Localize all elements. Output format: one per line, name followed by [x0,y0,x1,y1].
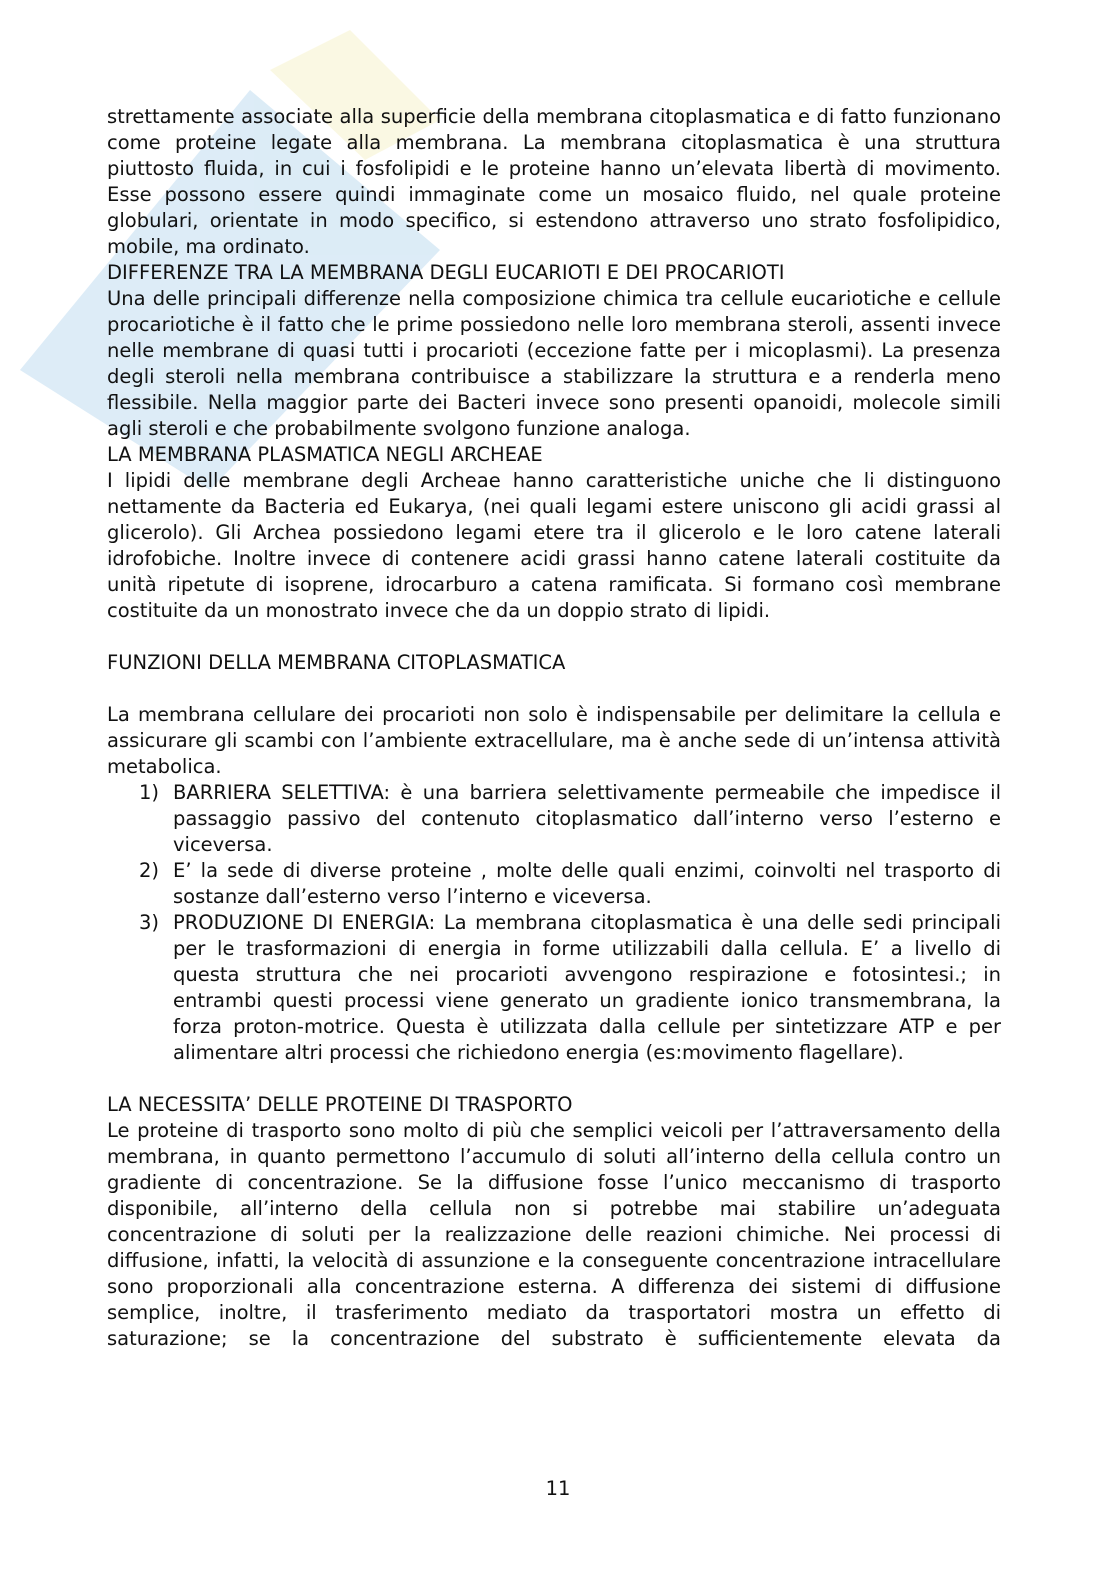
list-item-text: PRODUZIONE DI ENERGIA: La membrana citoplasmatica è una delle sedi principali per le trasformazioni di energia in forme utilizzabili dalla cellula. E’ a livello di questa struttura che nei procarioti avvengono respirazione e fotosintesi.; in entrambi questi processi viene generato un gradiente ionico transmembrana, la forza proton-motrice. Questa è utilizzata dalla cellule per sintetizzare ATP e per alimentare altri processi che richiedono energia (es:movimento flagellare). [173,911,1001,1064]
paragraph-archeae: I lipidi delle membrane degli Archeae hanno caratteristiche uniche che li distinguono nettamente da Bacteria ed Eukarya, (nei quali legami estere uniscono gli acidi grassi al glicerolo). Gli Archea possiedono legami etere tra il glicerolo e le loro catene laterali idrofobiche. Inoltre invece di contenere acidi grassi hanno catene laterali costituite da unità ripetute di isoprene, idrocarburo a catena ramificata. Si formano così membrane costituite da un monostrato invece che da un doppio strato di lipidi. [107,469,1001,622]
heading-archeae: LA MEMBRANA PLASMATICA NEGLI ARCHEAE [107,443,543,466]
paragraph-differenze: Una delle principali differenze nella composizione chimica tra cellule eucariotiche e cellule procariotiche è il fatto che le prime possiedono nelle loro membrana steroli, assenti invece nelle membrane di quasi tutti i procarioti (eccezione fatte per i micoplasmi). La presenza degli steroli nella membrana contribuisce a stabilizzare la struttura e a renderla meno flessibile. Nella maggior parte dei Bacteri invece sono presenti opanoidi, molecole simili agli steroli e che probabilmente svolgono funzione analoga. [107,287,1001,440]
list-item-number: 1) [139,781,160,804]
paragraph-trasporto: Le proteine di trasporto sono molto di più che semplici veicoli per l’attraversamento della membrana, in quanto permettono l’accumulo di soluti all’interno della cellula contro un gradiente di concentrazione. Se la diffusione fosse l’unico meccanismo di trasporto disponibile, all’interno della cellula non si potrebbe mai stabilire un’adeguata concentrazione di soluti per la realizzazione delle reazioni chimiche. Nei processi di diffusione, infatti, la velocità di assunzione e la conseguente concentrazione intracellulare sono proporzionali alla concentrazione esterna. A differenza dei sistemi di diffusione semplice, inoltre, il trasferimento mediato da trasportatori mostra un effetto di saturazione; se la concentrazione del substrato è sufficientemente elevata da [107,1119,1001,1350]
list-item-number: 2) [139,859,160,882]
list-item-text: E’ la sede di diverse proteine , molte delle quali enzimi, coinvolti nel trasporto di sostanze dall’esterno verso l’interno e viceversa. [173,859,1001,908]
paragraph-funzioni-intro: La membrana cellulare dei procarioti non solo è indispensabile per delimitare la cellula e assicurare gli scambi con l’ambiente extracellulare, ma è anche sede di un’intensa attività metabolica. [107,703,1001,778]
paragraph-intro: strettamente associate alla superficie della membrana citoplasmatica e di fatto funzionano come proteine legate alla membrana. La membrana citoplasmatica è una struttura piuttosto fluida, in cui i fosfolipidi e le proteine hanno un’elevata libertà di movimento. Esse possono essere quindi immaginate come un mosaico fluido, nel quale proteine globulari, orientate in modo specifico, si estendono attraverso uno strato fosfolipidico, mobile, ma ordinato. [107,105,1001,258]
heading-funzioni: FUNZIONI DELLA MEMBRANA CITOPLASMATICA [107,651,566,674]
list-item-text: BARRIERA SELETTIVA: è una barriera selettivamente permeabile che impedisce il passaggio passivo del contenuto citoplasmatico dall’interno verso l’esterno e viceversa. [173,781,1001,856]
document-body [107,104,1001,1352]
list-item [107,780,1001,858]
blank-line [107,1066,1001,1092]
list-item-number: 3) [139,911,160,934]
blank-line [107,624,1001,650]
list-item [107,910,1001,1066]
heading-trasporto: LA NECESSITA’ DELLE PROTEINE DI TRASPORTO [107,1093,573,1116]
heading-differenze: DIFFERENZE TRA LA MEMBRANA DEGLI EUCARIOTI E DEI PROCARIOTI [107,261,785,284]
page-number: 11 [545,1477,571,1500]
blank-line [107,676,1001,702]
function-list [107,780,1001,1066]
list-item [107,858,1001,910]
